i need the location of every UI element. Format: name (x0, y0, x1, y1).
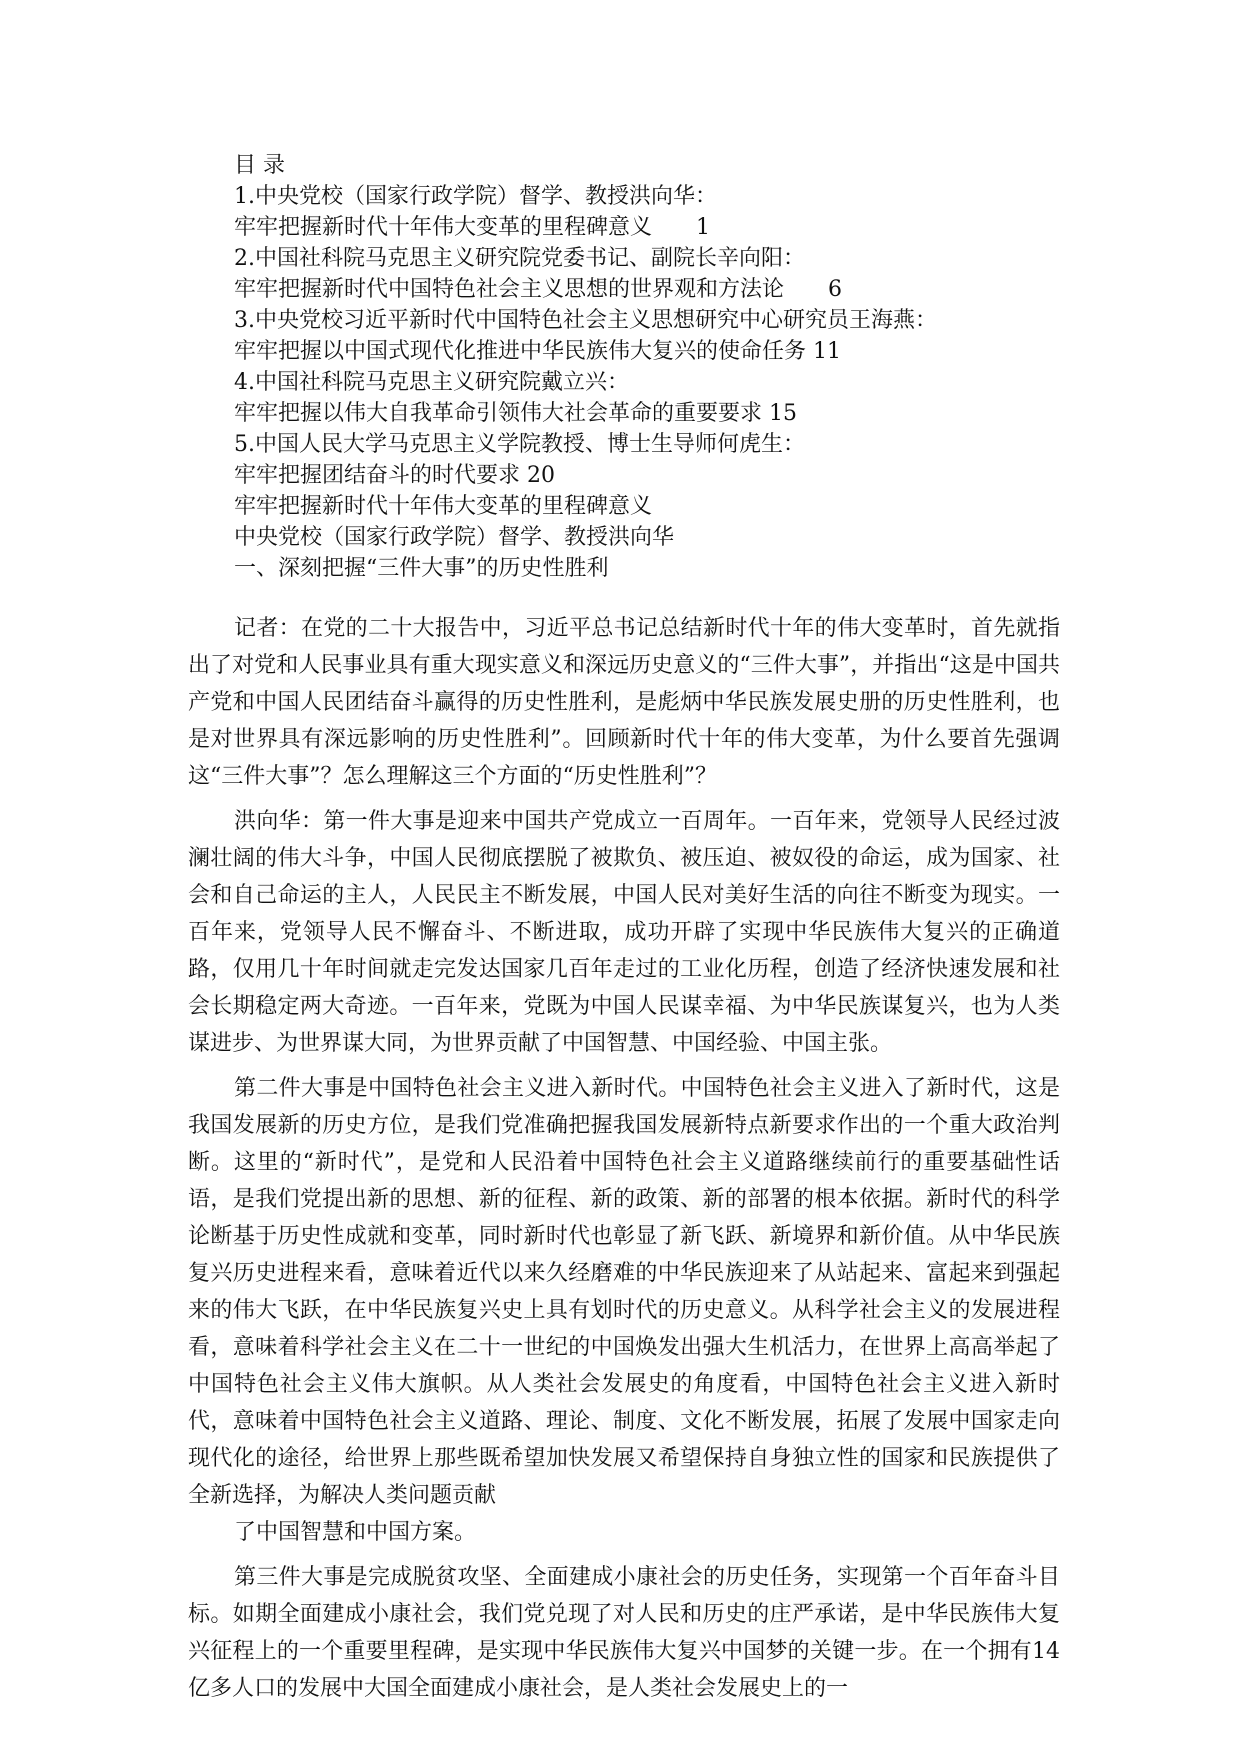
toc-entry: 5.中国人民大学马克思主义学院教授、博士生导师何虎生： (234, 432, 805, 457)
article-title: 牢牢把握新时代十年伟大变革的里程碑意义 (234, 494, 653, 519)
toc-entry: 牢牢把握新时代十年伟大变革的里程碑意义 1 (234, 215, 710, 240)
paragraph: 记者：在党的二十大报告中，习近平总书记总结新时代十年的伟大变革时，首先就指出了对党和人民事业具有重大现实意义和深远历史意义的“三件大事”，并指出“这是中国共产党和中国人民团结奋斗赢得的历史性胜利，是彪炳中华民族发展史册的历史性胜利，也是对世界具有深远影响的历史性胜利”。回顾新时代十年的伟大变革，为什么要首先强调这“三件大事”？怎么理解这三个方面的“历史性胜利”？ (188, 616, 1060, 789)
toc-entry: 2.中国社科院马克思主义研究院党委书记、副院长辛向阳： (234, 246, 805, 271)
toc-entry: 4.中国社科院马克思主义研究院戴立兴： (234, 370, 629, 395)
toc-entry: 牢牢把握团结奋斗的时代要求 20 (234, 463, 555, 488)
article-author: 中央党校（国家行政学院）督学、教授洪向华 (234, 525, 675, 550)
paragraph-continuation: 了中国智慧和中国方案。 (234, 1520, 477, 1545)
toc-entry: 牢牢把握以中国式现代化推进中华民族伟大复兴的使命任务 11 (234, 339, 841, 364)
paragraph: 洪向华：第一件大事是迎来中国共产党成立一百周年。一百年来，党领导人民经过波澜壮阔的伟大斗争，中国人民彻底摆脱了被欺负、被压迫、被奴役的命运，成为国家、社会和自己命运的主人，人民民主不断发展，中国人民对美好生活的向往不断变为现实。一百年来，党领导人民不懈奋斗、不断进取，成功开辟了实现中华民族伟大复兴的正确道路，仅用几十年时间就走完发达国家几百年走过的工业化历程，创造了经济快速发展和社会长期稳定两大奇迹。一百年来，党既为中国人民谋幸福、为中华民族谋复兴，也为人类谋进步、为世界谋大同，为世界贡献了中国智慧、中国经验、中国主张。 (188, 809, 1060, 1056)
toc-entry: 牢牢把握新时代中国特色社会主义思想的世界观和方法论 6 (234, 277, 842, 302)
article-body (188, 610, 1060, 1715)
toc-entry: 3.中央党校习近平新时代中国特色社会主义思想研究中心研究员王海燕： (234, 308, 937, 333)
paragraph: 第三件大事是完成脱贫攻坚、全面建成小康社会的历史任务，实现第一个百年奋斗目标。如期全面建成小康社会，我们党兑现了对人民和历史的庄严承诺，是中华民族伟大复兴征程上的一个重要里程碑，是实现中华民族伟大复兴中国梦的关键一步。在一个拥有14亿多人口的发展中大国全面建成小康社会，是人类社会发展史上的一 (188, 1565, 1060, 1701)
toc-entry: 1.中央党校（国家行政学院）督学、教授洪向华： (234, 184, 717, 209)
section-heading: 一、深刻把握“三件大事”的历史性胜利 (234, 556, 609, 581)
toc-heading: 目 录 (234, 153, 285, 178)
paragraph: 第二件大事是中国特色社会主义进入新时代。中国特色社会主义进入了新时代，这是我国发展新的历史方位，是我们党准确把握我国发展新特点新要求作出的一个重大政治判断。这里的“新时代”，是党和人民沿着中国特色社会主义道路继续前行的重要基础性话语，是我们党提出新的思想、新的征程、新的政策、新的部署的根本依据。新时代的科学论断基于历史性成就和变革，同时新时代也彰显了新飞跃、新境界和新价值。从中华民族复兴历史进程来看，意味着近代以来久经磨难的中华民族迎来了从站起来、富起来到强起来的伟大飞跃，在中华民族复兴史上具有划时代的历史意义。从科学社会主义的发展进程看，意味着科学社会主义在二十一世纪的中国焕发出强大生机活力，在世界上高高举起了中国特色社会主义伟大旗帜。从人类社会发展史的角度看，中国特色社会主义进入新时代，意味着中国特色社会主义道路、理论、制度、文化不断发展，拓展了发展中国家走向现代化的途径，给世界上那些既希望加快发展又希望保持自身独立性的国家和民族提供了全新选择，为解决人类问题贡献 (188, 1076, 1060, 1508)
toc-entry: 牢牢把握以伟大自我革命引领伟大社会革命的重要要求 15 (234, 401, 797, 426)
